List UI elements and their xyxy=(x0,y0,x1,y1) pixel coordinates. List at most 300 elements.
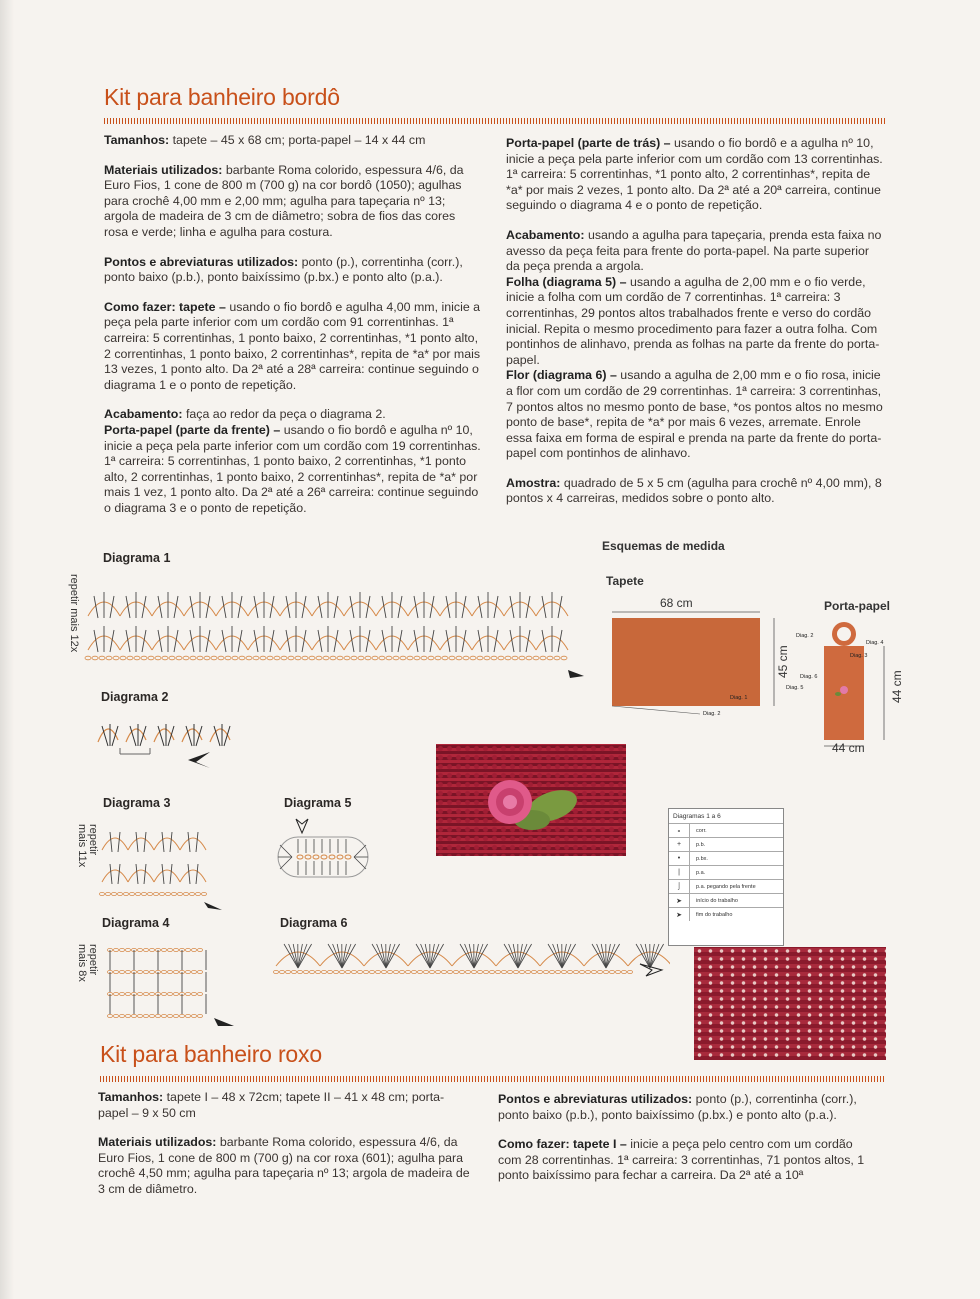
legend-symbol-icon: ⌡ xyxy=(669,880,690,893)
diagram1-chart xyxy=(84,578,584,682)
materiais-text: barbante Roma colorido, espessura 4/6, da Euro Fios, 1 cone de 800 m (700 g) na cor bordô (1050); agulhas para crochê 4,00 mm e 2,00 mm; agulha para tapeçaria nº 13; argola de madeira de 3 cm de diâmetro; sobra de fios das cores rosa e verde; linha e agulha para costura. xyxy=(104,162,464,239)
stitch-line xyxy=(188,832,190,852)
rose-photo-art xyxy=(436,744,626,856)
chain-stitch xyxy=(328,970,333,973)
chain-stitch xyxy=(168,1014,173,1017)
chain-stitch xyxy=(330,656,336,660)
chain-stitch xyxy=(520,970,525,973)
chain-stitch xyxy=(106,892,111,895)
chain-stitch xyxy=(604,970,609,973)
chain-stitch xyxy=(592,970,597,973)
chain-stitch xyxy=(580,970,585,973)
diagram6-chart xyxy=(270,936,670,986)
stitch-line xyxy=(144,832,146,852)
diagram4-repeat-label: repetir mais 8x xyxy=(76,944,99,982)
chain-stitch xyxy=(379,656,385,660)
tamanhos-label: Tamanhos: xyxy=(104,133,170,147)
chain-stitch xyxy=(160,892,165,895)
chain-stitch xyxy=(358,970,363,973)
stitch-line xyxy=(110,864,112,884)
stitch-line xyxy=(386,944,395,968)
chain-stitch xyxy=(281,656,287,660)
legend-title: Diagramas 1 a 6 xyxy=(673,812,721,820)
chain-stitch xyxy=(418,970,423,973)
chain-stitch xyxy=(239,656,245,660)
chain-stitch xyxy=(106,656,112,660)
chain-stitch xyxy=(253,656,259,660)
chain-stitch xyxy=(148,656,154,660)
chain-stitch xyxy=(302,656,308,660)
chain-stitch xyxy=(198,992,203,995)
chain-stitch xyxy=(190,892,195,895)
diagram1-label: Diagrama 1 xyxy=(103,551,171,565)
section1-title: Kit para banheiro bordô xyxy=(104,84,340,110)
diagram5-start-arrow-icon xyxy=(296,819,308,833)
legend-symbol-icon: ➤ xyxy=(669,908,690,921)
chain-stitch xyxy=(568,970,573,973)
legend-row xyxy=(669,879,783,893)
porta-diag6: Diag. 6 xyxy=(800,674,818,680)
chain-stitch xyxy=(174,992,179,995)
tapete-width: 68 cm xyxy=(660,596,693,610)
stitch-line xyxy=(298,944,307,968)
chain-stitch xyxy=(114,992,119,995)
chain-stitch xyxy=(310,970,315,973)
chain-stitch xyxy=(370,970,375,973)
chain-stitch xyxy=(512,656,518,660)
chain-stitch xyxy=(260,656,266,660)
chain-stitch xyxy=(184,892,189,895)
chain-stitch xyxy=(114,948,119,951)
chain-stitch xyxy=(99,656,105,660)
stitch-line xyxy=(553,944,562,968)
stitch-line xyxy=(196,832,198,852)
stitch-line xyxy=(650,944,659,968)
chain-stitch xyxy=(155,656,161,660)
legend-symbol-icon: ➤ xyxy=(669,894,690,907)
chain-stitch xyxy=(120,1014,125,1017)
diagram2-chart xyxy=(88,712,248,772)
diagram1-repeat-label: repetir mais 12x xyxy=(68,574,80,653)
section2-left-column xyxy=(98,1090,473,1212)
chain-stitch xyxy=(246,656,252,660)
chain-stitch xyxy=(502,970,507,973)
chain-stitch xyxy=(547,656,553,660)
section2-rule xyxy=(100,1076,886,1082)
stitch-line xyxy=(430,944,439,968)
chain-stitch xyxy=(130,892,135,895)
chain-stitch xyxy=(183,656,189,660)
stitch-line xyxy=(188,864,190,884)
stitch-line xyxy=(518,944,527,968)
stitch-line xyxy=(118,832,120,852)
chain-stitch xyxy=(138,948,143,951)
legend-text: p.b. xyxy=(696,841,706,848)
tapete-label: Tapete xyxy=(606,574,644,588)
chain-stitch xyxy=(586,970,591,973)
diagram5-chart xyxy=(268,815,378,885)
legend-text: fim do trabalho xyxy=(696,911,733,918)
chain-stitch xyxy=(144,992,149,995)
legend-rows xyxy=(669,823,783,921)
chain-stitch xyxy=(150,948,155,951)
chain-stitch xyxy=(162,656,168,660)
stitch-line xyxy=(170,832,172,852)
chain-stitch xyxy=(85,656,91,660)
chain-stitch xyxy=(154,892,159,895)
tapete-diag2: Diag. 2 xyxy=(703,711,721,717)
chain-stitch xyxy=(280,970,285,973)
chain-stitch xyxy=(126,1014,131,1017)
s2-pontos-text: ponto (p.), correntinha (corr.), ponto baixo (p.b.), ponto baixíssimo (p.bx.) e ponto alto (p.a.). xyxy=(498,1092,857,1122)
chain-stitch xyxy=(174,1014,179,1017)
tapete-height: 45 cm xyxy=(776,645,790,678)
porta-diag4: Diag. 4 xyxy=(866,640,884,646)
chain-stitch xyxy=(192,970,197,973)
tamanhos-text: tapete – 45 x 68 cm; porta-papel – 14 x 44 cm xyxy=(169,133,426,147)
stitch-line xyxy=(196,864,198,884)
symbol-legend xyxy=(668,808,784,946)
stitch-line xyxy=(162,832,164,852)
como-fazer-label: Como fazer: tapete – xyxy=(104,299,226,314)
chain-stitch xyxy=(172,892,177,895)
chain-stitch xyxy=(198,1014,203,1017)
como-fazer-text: usando o fio bordô e agulha 4,00 mm, inicie a peça pela parte inferior com um cordão com 91 correntinhas. 1ª carreira: 5 correntinhas, 1 ponto baixo, 2 correntinhas, *1 ponto alto, 2 correntinhas, 1 ponto baixo, 2 correntinhas*, repita de *a* por mais 13 vezes, 1 ponto alto. Da 2ª até a 28ª carreira: continue seguindo o diagrama 1 e o ponto de repetição. xyxy=(104,299,481,392)
chain-stitch xyxy=(430,970,435,973)
chain-stitch xyxy=(364,970,369,973)
amostra-label: Amostra: xyxy=(506,475,561,490)
stitch-line xyxy=(465,944,474,968)
porta-papel-frente-text: usando o fio bordô e agulha nº 10, inicie a peça pela parte inferior com um cordão com 19 correntinhas. 1ª carreira: 5 correntinhas, 1 ponto baixo, 2 correntinhas, *1 ponto alto, 2 correntinhas, 1 ponto baixo, 2 correntinhas*, repita de *a* por mais 1 vez, 1 ponto alto. Da 2ª até a 26ª carreira: continue seguindo o diagrama 3 e o ponto de repetição. xyxy=(104,422,481,515)
chain-stitch xyxy=(496,970,501,973)
folha-label: Folha (diagrama 5) – xyxy=(506,274,627,289)
chain-stitch xyxy=(484,656,490,660)
stitch-line xyxy=(333,944,342,968)
chain-stitch xyxy=(144,970,149,973)
legend-symbol-icon: | xyxy=(669,866,690,879)
chain-stitch xyxy=(616,970,621,973)
chain-stitch xyxy=(533,656,539,660)
chain-stitch xyxy=(138,970,143,973)
chain-stitch xyxy=(126,970,131,973)
chain-stitch xyxy=(406,970,411,973)
chain-stitch xyxy=(298,970,303,973)
diagram2-label: Diagrama 2 xyxy=(101,690,169,704)
chain-arc xyxy=(128,838,154,850)
stitch-line xyxy=(289,944,298,968)
chain-stitch xyxy=(267,656,273,660)
chain-stitch xyxy=(477,656,483,660)
chain-stitch xyxy=(628,970,633,973)
stitch-line xyxy=(421,944,430,968)
acabamento2-text: usando a agulha para tapeçaria, prenda esta faixa no avesso da peça feita para frente do porta-papel. Na parte superior da peça prenda a argola. xyxy=(506,227,882,274)
chain-stitch xyxy=(526,970,531,973)
chain-stitch xyxy=(466,970,471,973)
porta-diag3: Diag. 3 xyxy=(850,653,868,659)
stitch-line xyxy=(118,864,120,884)
diagram4-label: Diagrama 4 xyxy=(102,916,170,930)
chain-stitch xyxy=(190,656,196,660)
chain-stitch xyxy=(150,992,155,995)
stitch-line xyxy=(606,944,615,968)
section1-rule xyxy=(104,118,886,124)
chain-stitch xyxy=(174,970,179,973)
porta-height: 44 cm xyxy=(890,670,904,703)
chain-stitch xyxy=(323,656,329,660)
chain-stitch xyxy=(162,948,167,951)
stitch-line xyxy=(562,944,571,968)
legend-symbol-icon: • xyxy=(669,852,690,865)
chain-stitch xyxy=(180,1014,185,1017)
stitch-line xyxy=(162,864,164,884)
chain-stitch xyxy=(610,970,615,973)
section1-right-column xyxy=(506,136,884,521)
chain-stitch xyxy=(561,656,567,660)
chain-stitch xyxy=(112,892,117,895)
chain-stitch xyxy=(456,656,462,660)
chain-stitch xyxy=(598,970,603,973)
schemas-title: Esquemas de medida xyxy=(602,539,725,553)
chain-stitch xyxy=(225,656,231,660)
chain-stitch xyxy=(505,656,511,660)
chain-stitch xyxy=(358,656,364,660)
chain-stitch xyxy=(120,948,125,951)
section2-title: Kit para banheiro roxo xyxy=(100,1041,322,1067)
chain-stitch xyxy=(186,992,191,995)
s2-como-fazer-label: Como fazer: tapete I – xyxy=(498,1137,627,1152)
chain-stitch xyxy=(192,1014,197,1017)
diagram3-label: Diagrama 3 xyxy=(103,796,171,810)
s2-materiais-label: Materiais utilizados: xyxy=(98,1135,217,1150)
diagram5-label: Diagrama 5 xyxy=(284,796,352,810)
chain-stitch xyxy=(376,970,381,973)
chain-stitch xyxy=(118,892,123,895)
chain-stitch xyxy=(337,656,343,660)
chain-stitch xyxy=(148,892,153,895)
chain-stitch xyxy=(108,1014,113,1017)
leaf-icon xyxy=(835,692,841,696)
rose-photo xyxy=(436,744,626,856)
porta-diag5: Diag. 5 xyxy=(786,685,804,691)
chain-stitch xyxy=(144,948,149,951)
chain-stitch xyxy=(176,656,182,660)
chain-stitch xyxy=(316,656,322,660)
pontos-label: Pontos e abreviaturas utilizados: xyxy=(104,254,299,269)
chain-stitch xyxy=(407,656,413,660)
s2-pontos-label: Pontos e abreviaturas utilizados: xyxy=(498,1092,693,1106)
chain-stitch xyxy=(490,970,495,973)
flower-icon xyxy=(840,686,848,694)
stitch-line xyxy=(377,944,386,968)
porta-papel-label: Porta-papel xyxy=(824,599,891,613)
legend-row xyxy=(669,893,783,907)
chain-stitch xyxy=(144,1014,149,1017)
chain-stitch xyxy=(449,656,455,660)
chain-stitch xyxy=(556,970,561,973)
chain-stitch xyxy=(156,1014,161,1017)
stitch-line xyxy=(342,944,351,968)
chain-stitch xyxy=(442,970,447,973)
pontos-text: ponto (p.), correntinha (corr.), ponto baixo (p.b.), ponto baixíssimo (p.bx.) e ponto alto (p.a.). xyxy=(104,254,463,285)
tapete-schema xyxy=(606,610,788,720)
diagram1-start-arrow-icon xyxy=(568,670,584,678)
chain-arc xyxy=(154,870,180,882)
page-edge xyxy=(0,0,14,1299)
chain-stitch xyxy=(508,970,513,973)
chain-stitch xyxy=(526,656,532,660)
flor-label: Flor (diagrama 6) – xyxy=(506,368,617,383)
legend-row xyxy=(669,907,783,921)
stitch-line xyxy=(474,944,483,968)
s2-como-fazer-text: inicie a peça pelo centro com um cordão com 28 correntinhas. 1ª carreira: 3 correntinhas, 71 pontos altos, 1 ponto baixíssimo para fechar a carreira. Da 2ª até a 10ª xyxy=(498,1137,865,1183)
chain-stitch xyxy=(365,656,371,660)
chain-stitch xyxy=(448,970,453,973)
diagram6-label: Diagrama 6 xyxy=(280,916,348,930)
chain-stitch xyxy=(382,970,387,973)
chain-stitch xyxy=(491,656,497,660)
chain-stitch xyxy=(162,970,167,973)
chain-stitch xyxy=(166,892,171,895)
chain-stitch xyxy=(346,970,351,973)
chain-stitch xyxy=(414,656,420,660)
porta-papel-tras-text: usando o fio bordô e a agulha nº 10, inicie a peça pela parte inferior com um cordão com 13 correntinhas. 1ª carreira: 5 correntinhas, *1 ponto alto, 2 correntinhas*, repita de *a* por mais 2 vezes, 1 ponto alto. Da 2ª até a 20ª carreira, continue seguindo o diagrama 4 e o ponto de repetição. xyxy=(506,136,883,213)
chain-stitch xyxy=(622,970,627,973)
chain-stitch xyxy=(274,656,280,660)
diagram2-end-arrow-icon xyxy=(188,752,210,768)
chain-stitch xyxy=(124,892,129,895)
chain-stitch xyxy=(211,656,217,660)
chain-stitch xyxy=(463,656,469,660)
chain-stitch xyxy=(428,656,434,660)
chain-stitch xyxy=(150,1014,155,1017)
chain-stitch xyxy=(120,992,125,995)
chain-stitch xyxy=(352,970,357,973)
acabamento1-text: faça ao redor da peça o diagrama 2. xyxy=(182,407,386,422)
chain-stitch xyxy=(424,970,429,973)
s2-tamanhos-text: tapete I – 48 x 72cm; tapete II – 41 x 48 cm; porta-papel – 9 x 50 cm xyxy=(98,1090,445,1120)
chain-stitch xyxy=(162,1014,167,1017)
amostra-text: quadrado de 5 x 5 cm (agulha para crochê nº 4,00 mm), 8 pontos x 4 carreiras, medidos sobre o ponto alto. xyxy=(506,475,882,506)
folha-text: usando a agulha de 2,00 mm e o fio verde, inicie a folha com um cordão de 7 correntinhas. 1ª carreira: 3 correntinhas, 29 pontos altos trabalhados frente e verso do cordão inicial. Repita o mesmo procedimento para fazer a outra folha. Com pontinhos de alinhavo, prenda as folhas na parte da frente do porta-papel. xyxy=(506,274,880,367)
chain-stitch xyxy=(141,656,147,660)
chain-stitch xyxy=(436,970,441,973)
chain-stitch xyxy=(192,948,197,951)
chain-stitch xyxy=(386,656,392,660)
chain-stitch xyxy=(421,656,427,660)
chain-stitch xyxy=(498,656,504,660)
acabamento2-label: Acabamento: xyxy=(506,227,585,242)
chain-stitch xyxy=(322,970,327,973)
chain-stitch xyxy=(292,970,297,973)
chain-stitch xyxy=(478,970,483,973)
chain-stitch xyxy=(120,970,125,973)
chain-stitch xyxy=(142,892,147,895)
chain-stitch xyxy=(113,656,119,660)
chain-stitch xyxy=(198,948,203,951)
chain-stitch xyxy=(127,656,133,660)
chain-stitch xyxy=(186,948,191,951)
chain-stitch xyxy=(372,656,378,660)
chain-stitch xyxy=(218,656,224,660)
chain-stitch xyxy=(454,970,459,973)
chain-stitch xyxy=(197,656,203,660)
chain-stitch xyxy=(132,1014,137,1017)
chain-stitch xyxy=(168,992,173,995)
chain-stitch xyxy=(100,892,105,895)
chain-stitch xyxy=(351,656,357,660)
chain-stitch xyxy=(574,970,579,973)
chain-stitch xyxy=(186,1014,191,1017)
chain-stitch xyxy=(400,970,405,973)
chain-stitch xyxy=(162,992,167,995)
section1-left-column xyxy=(104,133,482,530)
flor-text: usando a agulha de 2,00 mm e o fio rosa, inicie a flor com um cordão de 29 correntinhas. 1ª carreira: 3 correntinhas, 7 pontos altos no mesmo ponto de base, *os pontos altos no mesmo ponto de base*, repita de *a* por mais 6 vezes, arremate. Enrole essa faixa em forma de espiral e prenda na parte da frente do porta-papel com pontinhos de alinhavo. xyxy=(506,368,883,461)
chain-stitch xyxy=(286,970,291,973)
chain-stitch xyxy=(538,970,543,973)
legend-row xyxy=(669,837,783,851)
chain-stitch xyxy=(334,970,339,973)
chain-stitch xyxy=(470,656,476,660)
chain-stitch xyxy=(544,970,549,973)
diagram4-chart xyxy=(96,942,246,1034)
chain-stitch xyxy=(532,970,537,973)
chain-stitch xyxy=(138,1014,143,1017)
legend-text: corr. xyxy=(696,827,707,834)
chain-stitch xyxy=(388,970,393,973)
chain-stitch xyxy=(288,656,294,660)
diagram3-start-arrow-icon xyxy=(204,902,222,910)
diagram3-chart xyxy=(96,822,226,912)
legend-text: p.a. xyxy=(696,869,706,876)
chain-stitch xyxy=(460,970,465,973)
stitch-line xyxy=(509,944,518,968)
section2-right-column xyxy=(498,1092,876,1198)
chain-stitch xyxy=(295,656,301,660)
chain-stitch xyxy=(304,970,309,973)
chain-stitch xyxy=(540,656,546,660)
materiais-label: Materiais utilizados: xyxy=(104,162,223,177)
legend-row xyxy=(669,851,783,865)
chain-stitch xyxy=(174,948,179,951)
diagram3-repeat-label: repetir mais 11x xyxy=(76,824,99,868)
porta-papel-tras-label: Porta-papel (parte de trás) – xyxy=(506,136,671,150)
tapete-diag1: Diag. 1 xyxy=(730,695,748,701)
chain-arc xyxy=(154,838,180,850)
legend-symbol-icon: + xyxy=(669,838,690,851)
chain-stitch xyxy=(168,948,173,951)
chain-stitch xyxy=(138,992,143,995)
legend-row xyxy=(669,823,783,837)
chain-stitch xyxy=(192,992,197,995)
chain-stitch xyxy=(412,970,417,973)
chain-arc xyxy=(102,838,128,850)
stitch-line xyxy=(144,864,146,884)
chain-stitch xyxy=(92,656,98,660)
chain-arc xyxy=(128,870,154,882)
chain-stitch xyxy=(562,970,567,973)
legend-text: p.bx. xyxy=(696,855,708,862)
chain-stitch xyxy=(394,970,399,973)
chain-stitch xyxy=(126,992,131,995)
chain-stitch xyxy=(196,892,201,895)
porta-papel-frente-label: Porta-papel (parte da frente) – xyxy=(104,422,281,437)
stitch-line xyxy=(136,864,138,884)
s2-materiais-text: barbante Roma colorido, espessura 4/6, da Euro Fios, 1 cone de 800 m (700 g) na cor roxa (601); agulha para crochê 4,50 mm; agulha para tapeçaria nº 13; argola de madeira de 3 cm de diâmetro. xyxy=(98,1135,470,1196)
chain-stitch xyxy=(114,970,119,973)
chain-stitch xyxy=(514,970,519,973)
chain-stitch xyxy=(150,970,155,973)
chain-stitch xyxy=(232,656,238,660)
